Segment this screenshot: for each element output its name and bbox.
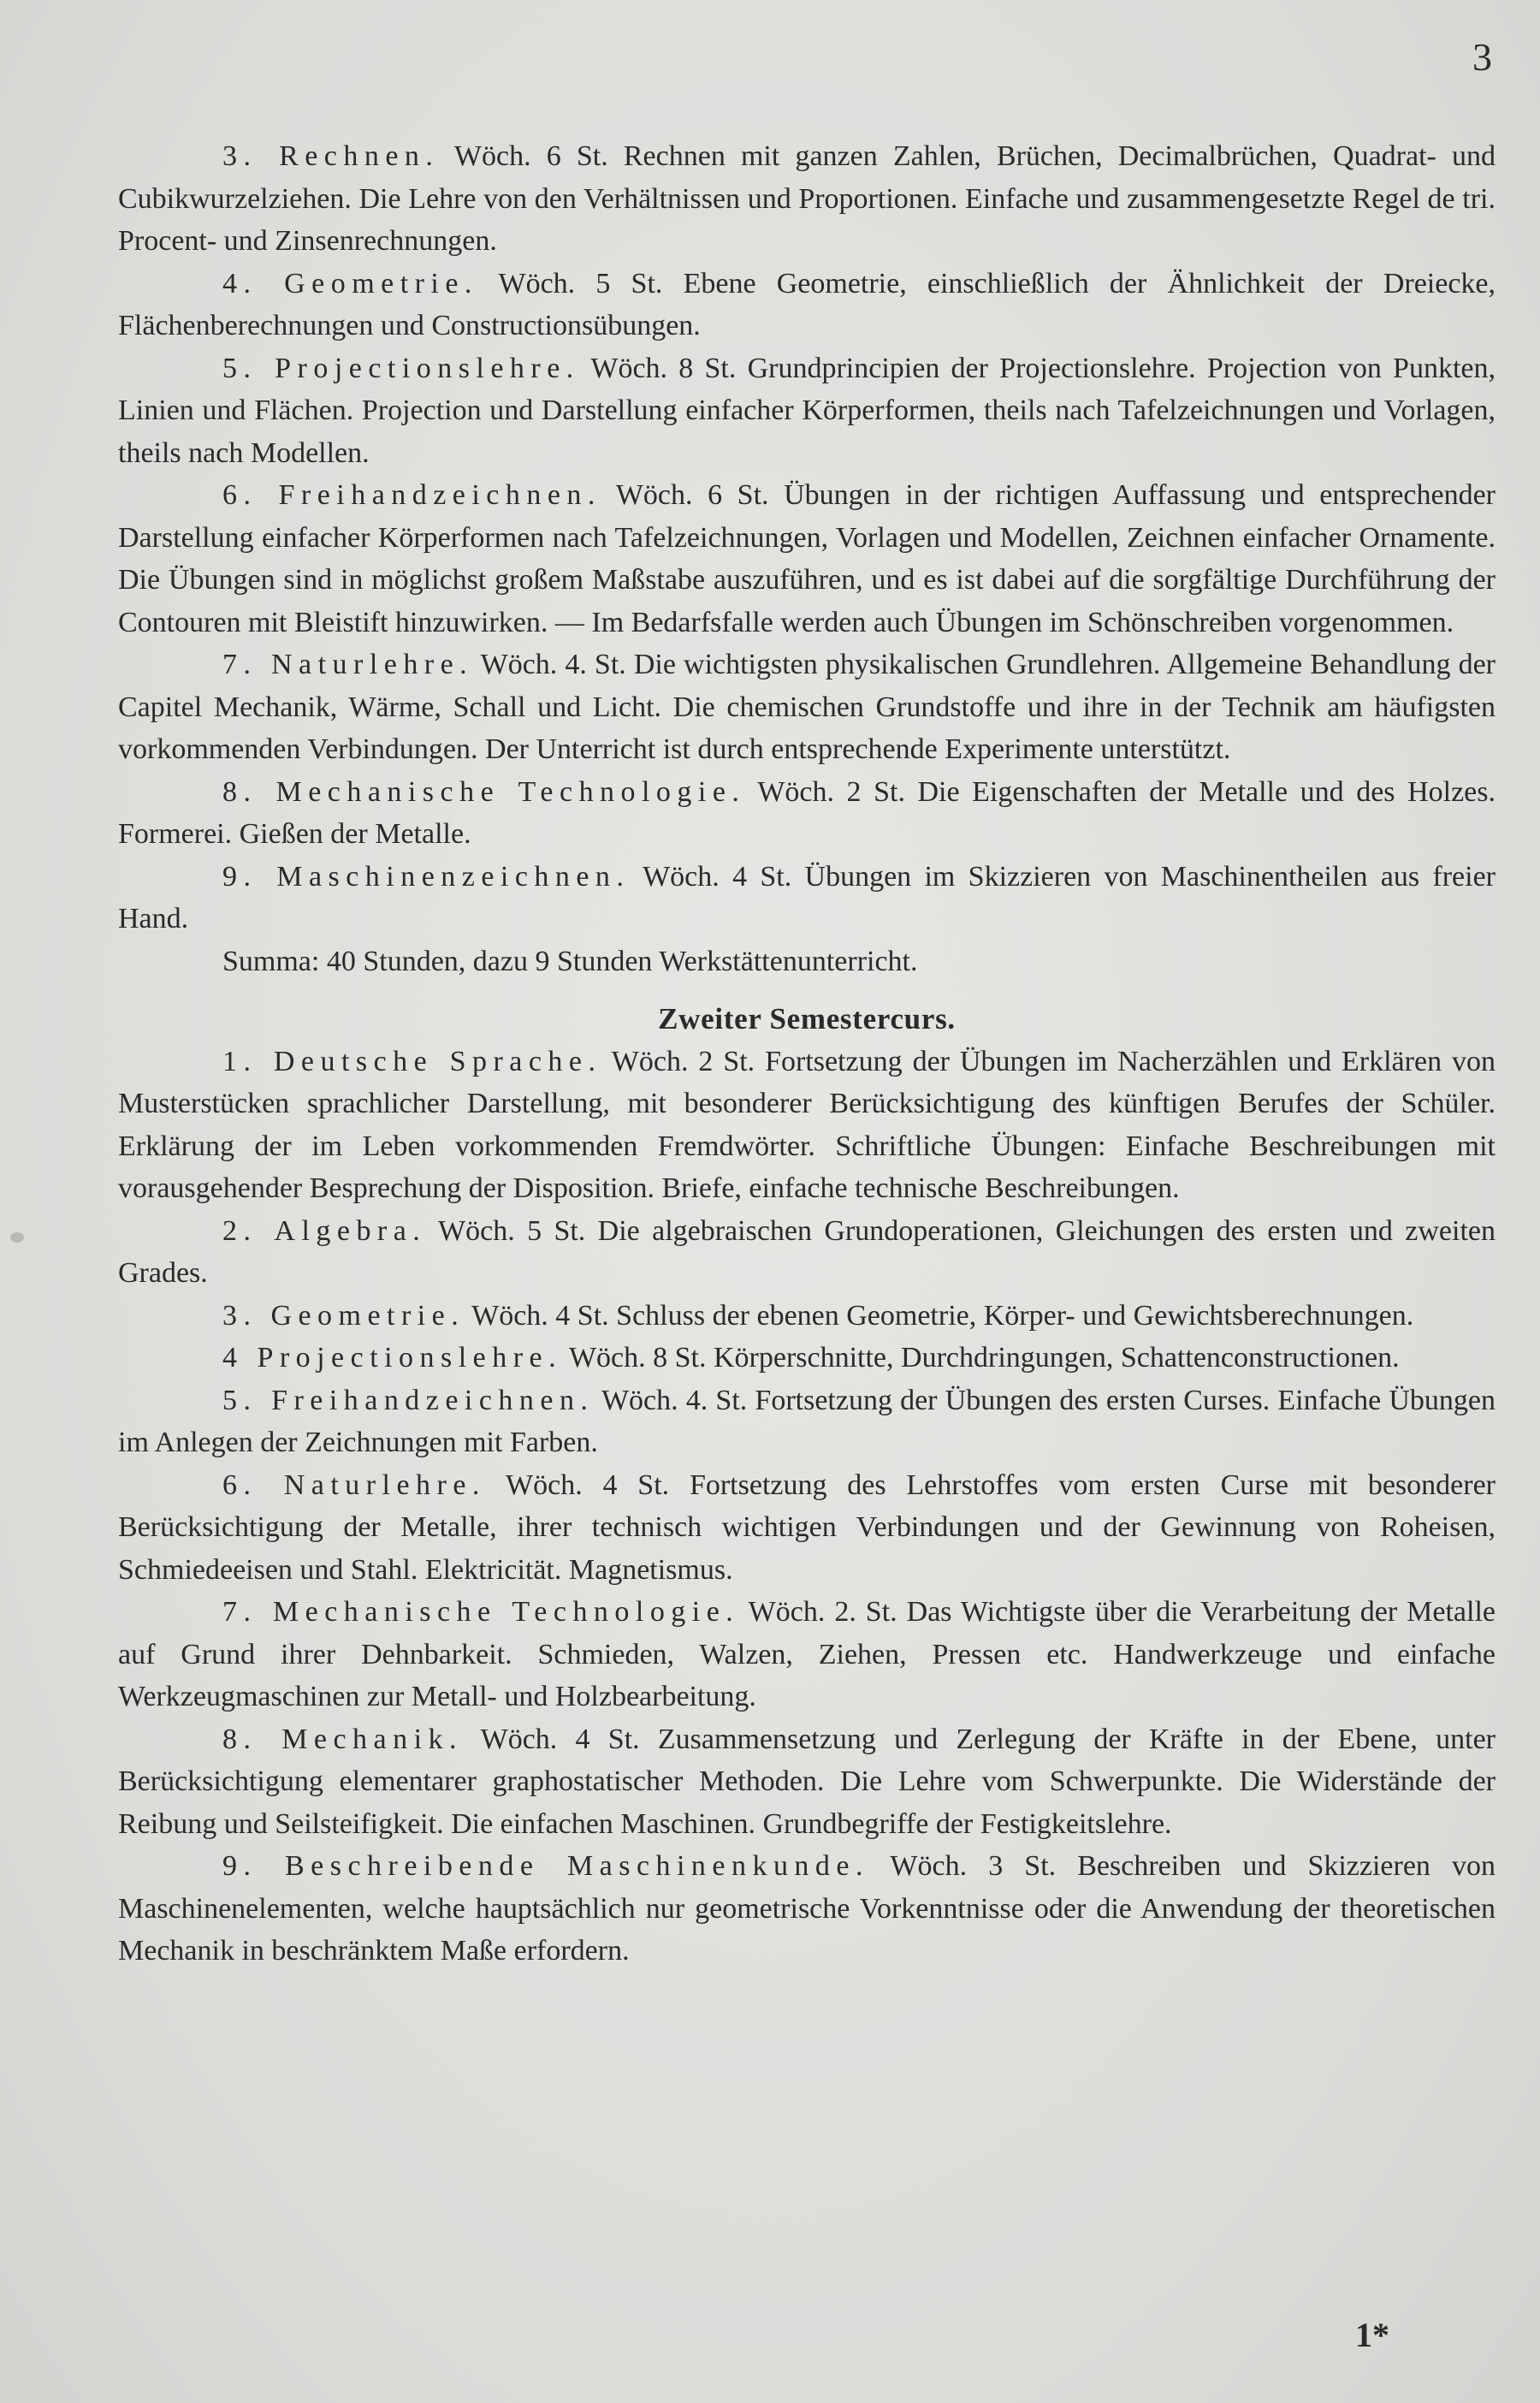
course-item	[118, 474, 1496, 644]
page-number: 3	[1472, 35, 1492, 79]
course-label: 3. Geometrie.	[222, 1299, 465, 1332]
margin-blot	[10, 1232, 24, 1243]
course-description: Wöch. 2. St. Das Wichtigste über die Verarbeitung der Metalle auf Grund ihrer Dehnbarkeit. Schmieden, Walzen, Ziehen, Pressen etc. Handwerkzeuge und einfache Werkzeugmaschinen zur Metall- und Holzbearbeitung.	[118, 1596, 1496, 1712]
course-description: Wöch. 6 St. Rechnen mit ganzen Zahlen, Brüchen, Decimalbrüchen, Quadrat- und Cubikwurzelziehen. Die Lehre von den Verhältnissen und Proportionen. Einfache und zusammengesetzte Regel de tri. Procent- und Zinsenrechnungen.	[118, 140, 1496, 257]
syllabus-text	[118, 135, 1496, 1973]
course-item	[118, 1845, 1496, 1973]
course-item	[118, 1295, 1496, 1338]
course-label: 8. Mechanik.	[222, 1723, 463, 1755]
course-description: Wöch. 5 St. Ebene Geometrie, einschließlich der Ähnlichkeit der Dreiecke, Flächenberechnungen und Constructionsübungen.	[118, 267, 1496, 341]
course-description: Wöch. 8 St. Grundprincipien der Projectionslehre. Projection von Punkten, Linien und Flächen. Projection und Darstellung einfacher Körperformen, theils nach Tafelzeichnungen und Vorlagen, theils nach Modellen.	[118, 352, 1496, 469]
course-description: Wöch. 4 St. Übungen im Skizzieren von Maschinentheilen aus freier Hand.	[118, 860, 1496, 934]
course-label: 8. Mechanische Technologie.	[222, 775, 746, 808]
course-item	[118, 1210, 1496, 1295]
course-item	[118, 856, 1496, 940]
course-label: 7. Naturlehre.	[222, 649, 474, 680]
course-label: 5. Freihandzeichnen.	[222, 1384, 595, 1416]
course-item	[118, 1337, 1496, 1380]
course-item	[118, 1380, 1496, 1464]
course-item	[118, 1041, 1496, 1210]
second-semester-section	[118, 1041, 1496, 1973]
course-description: Wöch. 2 St. Die Eigenschaften der Metalle und des Holzes. Formerei. Gießen der Metalle.	[118, 775, 1496, 850]
course-description: Wöch. 6 St. Übungen in der richtigen Auffassung und entsprechender Darstellung einfacher Körperformen nach Tafelzeichnungen, Vorlagen und Modellen, Zeichnen einfacher Ornamente. Die Übungen sind in möglichst großem Maßstabe auszuführen, und es ist dabei auf die sorgfältige Durchführung der Contouren mit Bleistift hinzuwirken. — Im Bedarfsfalle werden auch Übungen im Schönschreiben vorgenommen.	[118, 479, 1496, 638]
course-label: 1. Deutsche Sprache.	[222, 1045, 602, 1077]
course-description: Wöch. 2 St. Fortsetzung der Übungen im Nacherzählen und Erklären von Musterstücken sprachlicher Darstellung, mit besonderer Berücksichtigung des künftigen Berufes der Schüler. Erklärung der im Leben vorkommenden Fremdwörter. Schriftliche Übungen: Einfache Beschreibungen mit vorausgehender Besprechung der Disposition. Briefe, einfache technische Beschreibungen.	[118, 1045, 1496, 1204]
course-description: Wöch. 8 St. Körperschnitte, Durchdringungen, Schattenconstructionen.	[562, 1342, 1400, 1374]
course-item	[118, 263, 1496, 347]
course-description: Wöch. 4. St. Die wichtigsten physikalischen Grundlehren. Allgemeine Behandlung der Capitel Mechanik, Wärme, Schall und Licht. Die chemischen Grundstoffe und ihre in der Technik am häufigsten vorkommenden Verbindungen. Der Unterricht ist durch entsprechende Experimente unterstützt.	[118, 649, 1496, 765]
course-label: 7. Mechanische Technologie.	[222, 1596, 740, 1628]
course-item	[118, 771, 1496, 856]
course-item	[118, 1591, 1496, 1718]
course-item	[118, 1464, 1496, 1592]
course-label: 4. Geometrie.	[222, 267, 478, 300]
course-label: 9. Maschinenzeichnen.	[222, 860, 631, 893]
signature-mark: 1*	[1355, 2316, 1389, 2354]
course-description: Wöch. 4 St. Schluss der ebenen Geometrie, Körper- und Gewichtsberechnungen.	[465, 1299, 1414, 1332]
course-label: 5. Projectionslehre.	[222, 352, 580, 384]
course-label: 6. Freihandzeichnen.	[222, 479, 601, 511]
course-item	[118, 135, 1496, 263]
course-description: Wöch. 4 St. Zusammensetzung und Zerlegung der Kräfte in der Ebene, unter Berücksichtigung elementarer graphostatischer Methoden. Die Lehre vom Schwerpunkte. Die Widerstände der Reibung und Seilsteifigkeit. Die einfachen Maschinen. Grundbegriffe der Festigkeitslehre.	[118, 1723, 1496, 1840]
course-label: 9. Beschreibende Maschinenkunde.	[222, 1850, 869, 1882]
course-item	[118, 644, 1496, 771]
course-label: 6. Naturlehre.	[222, 1468, 486, 1501]
course-label: 3. Rechnen.	[222, 140, 440, 172]
course-item	[118, 1718, 1496, 1846]
course-label: 4 Projectionslehre.	[222, 1342, 563, 1374]
course-description: Wöch. 3 St. Beschreiben und Skizzieren von Maschinenelementen, welche hauptsächlich nur geometrische Vorkenntnisse oder die Anwendung der theoretischen Mechanik in beschränktem Maße erfordern.	[118, 1850, 1496, 1967]
course-description: Wöch. 5 St. Die algebraischen Grundoperationen, Gleichungen des ersten und zweiten Grades.	[118, 1214, 1496, 1289]
course-description: Wöch. 4. St. Fortsetzung der Übungen des ersten Curses. Einfache Übungen im Anlegen der Zeichnungen mit Farben.	[118, 1384, 1496, 1458]
section-heading: Zweiter Semestercurs.	[658, 1002, 956, 1035]
course-description: Wöch. 4 St. Fortsetzung des Lehrstoffes vom ersten Curse mit besonderer Berücksichtigung der Metalle, ihrer technisch wichtigen Verbindungen und der Gewinnung von Roheisen, Schmiedeeisen und Stahl. Elektricität. Magnetismus.	[118, 1468, 1496, 1586]
course-item	[118, 347, 1496, 475]
summary-line: Summa: 40 Stunden, dazu 9 Stunden Werkstättenunterricht.	[222, 945, 918, 977]
first-semester-section	[118, 135, 1496, 982]
course-label: 2. Algebra.	[222, 1214, 427, 1247]
